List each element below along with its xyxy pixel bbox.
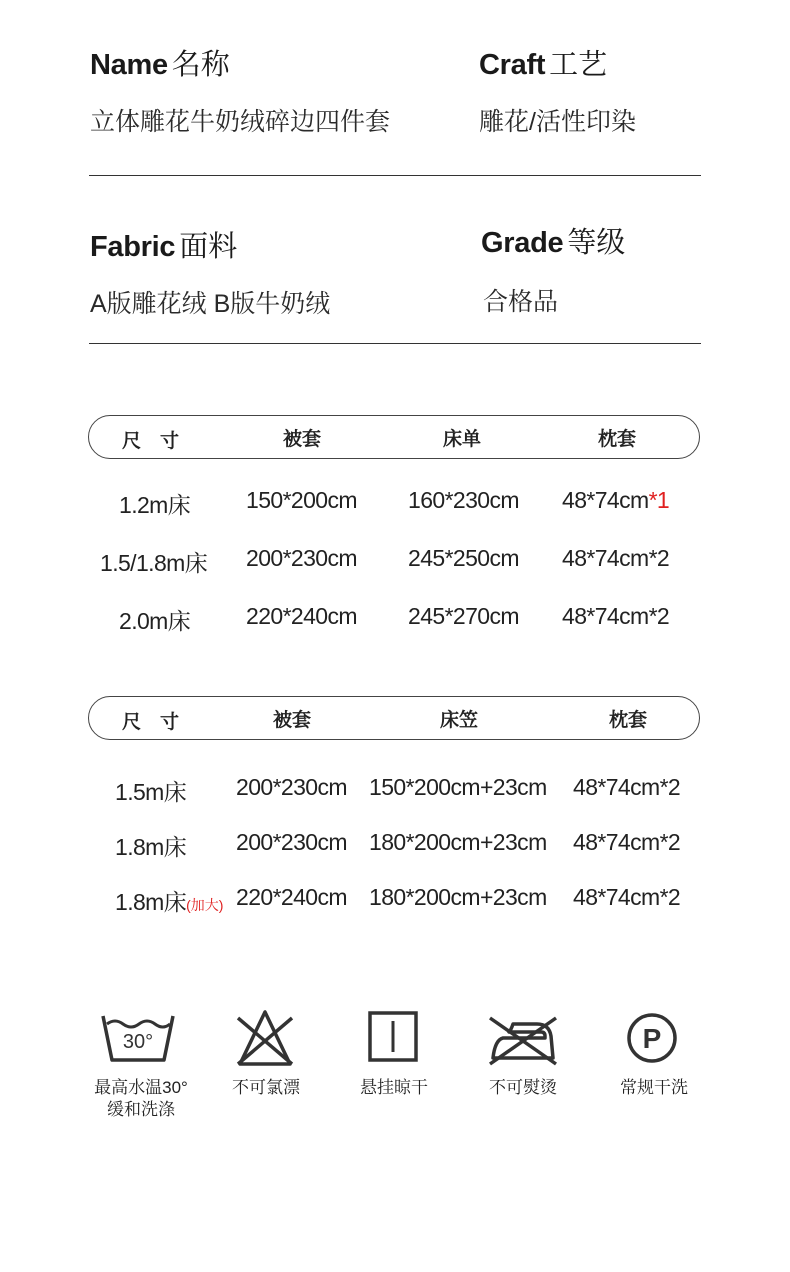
table1-row3-size: 2.0m床 (119, 608, 191, 634)
table2-row1-pillow: 48*74cm*2 (573, 774, 681, 800)
table1-row1-pillow-count: *1 (648, 487, 670, 513)
table2-row3-size-tag: (加大) (186, 897, 224, 913)
care-label-no-iron: 不可熨烫 (489, 1078, 557, 1097)
table1-header-pillow: 枕套 (598, 429, 637, 450)
table1-row2-sheet: 245*250cm (408, 545, 519, 571)
table2-row1-size: 1.5m床 (115, 779, 187, 805)
table2-row3-duvet: 220*240cm (236, 884, 347, 910)
svg-text:30°: 30° (122, 1031, 154, 1053)
table2-row2-fitted: 180*200cm+23cm (369, 829, 547, 855)
divider-1 (89, 175, 701, 176)
table2-row3-fitted: 180*200cm+23cm (369, 884, 547, 910)
care-label-line-dry: 悬挂晾干 (360, 1078, 428, 1097)
table2-row2-duvet: 200*230cm (236, 829, 347, 855)
craft-label: Craft 工艺 (479, 49, 608, 81)
table1-header-size: 尺 寸 (122, 431, 180, 452)
table1-row2-duvet: 200*230cm (246, 545, 357, 571)
table1-row2-size: 1.5/1.8m床 (100, 550, 208, 576)
line-dry-icon (353, 1008, 433, 1072)
table2-row3-size: 1.8m床(加大) (115, 889, 224, 915)
grade-value: 合格品 (483, 288, 559, 316)
table1-row2-pillow: 48*74cm*2 (562, 545, 670, 571)
no-iron-icon (483, 1008, 563, 1072)
table2-header-duvet: 被套 (273, 710, 312, 731)
no-bleach-icon (225, 1008, 305, 1072)
table2-row1-fitted: 150*200cm+23cm (369, 774, 547, 800)
table2-header-pillow: 枕套 (609, 710, 648, 731)
fabric-value: A版雕花绒 B版牛奶绒 (90, 290, 331, 318)
care-label-wash: 最高水温30° 缓和洗涤 (94, 1078, 188, 1119)
table1-row3-duvet: 220*240cm (246, 603, 357, 629)
table2-row2-pillow: 48*74cm*2 (573, 829, 681, 855)
grade-label: Grade 等级 (481, 227, 626, 259)
care-label-no-bleach: 不可氯漂 (232, 1078, 300, 1097)
table2-header-fitted: 床笠 (440, 710, 479, 731)
table1-row3-pillow: 48*74cm*2 (562, 603, 670, 629)
divider-2 (89, 343, 701, 344)
table2-row3-pillow: 48*74cm*2 (573, 884, 681, 910)
name-label: Name 名称 (90, 49, 230, 81)
wash-30-icon (98, 1008, 178, 1072)
svg-text:P: P (642, 1023, 662, 1054)
table1-row1-pillow: 48*74cm*1 (562, 487, 670, 513)
dry-clean-p-icon (612, 1008, 692, 1072)
table2-row2-size: 1.8m床 (115, 834, 187, 860)
table1-header-duvet: 被套 (283, 429, 322, 450)
craft-value: 雕花/活性印染 (479, 108, 636, 136)
table1-header-sheet: 床单 (443, 429, 482, 450)
table2-row1-duvet: 200*230cm (236, 774, 347, 800)
table1-row1-duvet: 150*200cm (246, 487, 357, 513)
care-label-dry-clean: 常规干洗 (620, 1078, 688, 1097)
name-value: 立体雕花牛奶绒碎边四件套 (90, 108, 391, 136)
table1-row1-size: 1.2m床 (119, 492, 191, 518)
table1-row1-sheet: 160*230cm (408, 487, 519, 513)
table2-header-size: 尺 寸 (122, 712, 180, 733)
fabric-label: Fabric 面料 (90, 231, 238, 263)
table1-row3-sheet: 245*270cm (408, 603, 519, 629)
